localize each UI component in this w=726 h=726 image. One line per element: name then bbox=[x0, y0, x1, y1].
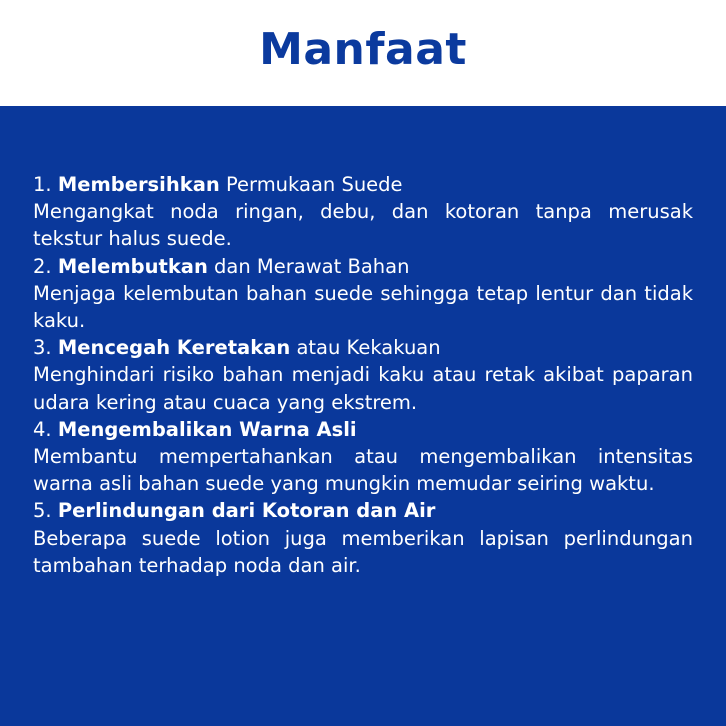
benefit-description: Membantu mempertahankan atau mengembalikan intensitas warna asli bahan suede yang mungkin memudar seiring waktu. bbox=[33, 445, 693, 496]
benefit-heading bbox=[33, 253, 693, 280]
benefit-number: 3. bbox=[33, 336, 52, 360]
benefit-title-rest: dan Merawat Bahan bbox=[214, 254, 410, 278]
benefit-title-rest: atau Kekakuan bbox=[296, 336, 441, 360]
benefit-description: Menjaga kelembutan bahan suede sehingga tetap lentur dan tidak kaku. bbox=[33, 281, 693, 333]
benefit-number: 2. bbox=[33, 254, 52, 278]
benefit-number: 1. bbox=[33, 173, 52, 196]
benefit-item-3 bbox=[33, 334, 693, 416]
benefit-heading bbox=[33, 334, 693, 361]
benefit-heading bbox=[33, 497, 693, 524]
page-title: Manfaat bbox=[259, 24, 467, 75]
benefit-bold-title: Mencegah Keretakan bbox=[57, 336, 291, 360]
benefit-item-1 bbox=[33, 171, 693, 253]
benefit-item-4 bbox=[33, 416, 693, 498]
benefits-list bbox=[33, 171, 693, 579]
benefit-number: 4. bbox=[33, 417, 52, 441]
benefit-bold-title: Membersihkan bbox=[57, 173, 220, 196]
benefit-description: Mengangkat noda ringan, debu, dan kotoran tanpa merusak tekstur halus suede. bbox=[33, 200, 693, 251]
header bbox=[0, 0, 726, 106]
benefit-bold-title: Mengembalikan Warna Asli bbox=[57, 417, 357, 441]
benefit-title-rest: Permukaan Suede bbox=[225, 173, 403, 196]
benefit-description: Menghindari risiko bahan menjadi kaku atau retak akibat paparan udara kering atau cuaca yang ekstrem. bbox=[33, 363, 693, 414]
benefit-heading bbox=[33, 171, 693, 198]
benefit-number: 5. bbox=[33, 499, 52, 523]
benefit-item-2 bbox=[33, 253, 693, 335]
benefit-bold-title: Melembutkan bbox=[57, 254, 208, 278]
benefit-description: Beberapa suede lotion juga memberikan lapisan perlindungan tambahan terhadap noda dan air. bbox=[33, 526, 693, 577]
benefit-bold-title: Perlindungan dari Kotoran dan Air bbox=[57, 499, 436, 523]
benefit-item-5 bbox=[33, 497, 693, 579]
benefit-heading bbox=[33, 416, 693, 443]
